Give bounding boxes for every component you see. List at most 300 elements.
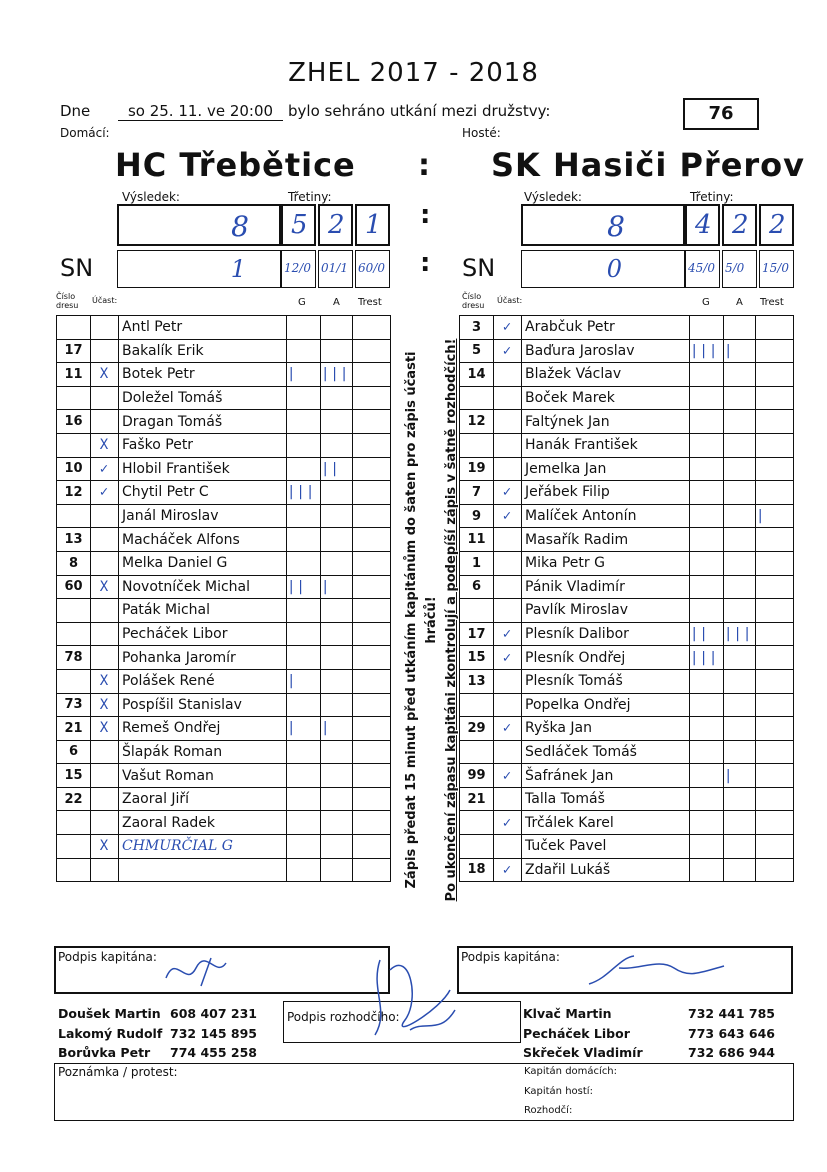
home-player-assists (321, 528, 353, 552)
away-player-participation (494, 551, 522, 575)
home-roster-row (57, 740, 391, 764)
home-result-label: Výsledek: (122, 190, 180, 204)
home-player-assists: || (321, 457, 353, 481)
home-player-jersey: 13 (57, 528, 91, 552)
home-sn-value: 1 (230, 255, 246, 283)
away-player-participation (494, 386, 522, 410)
home-player-participation (91, 528, 119, 552)
home-player-goals (287, 528, 321, 552)
away-player-participation: ✓ (494, 504, 522, 528)
contact-phone: 732 441 785 (688, 1006, 775, 1021)
home-player-name: Faško Petr (119, 433, 287, 457)
home-player-assists (321, 669, 353, 693)
home-player-participation (91, 787, 119, 811)
home-player-jersey: 15 (57, 764, 91, 788)
away-col-a: A (736, 297, 743, 308)
away-player-penalty (756, 316, 794, 340)
away-player-jersey: 1 (460, 551, 494, 575)
home-player-name: Bakalík Erik (119, 339, 287, 363)
home-player-goals (287, 622, 321, 646)
away-player-jersey: 29 (460, 717, 494, 741)
away-player-participation: ✓ (494, 717, 522, 741)
away-player-participation (494, 433, 522, 457)
away-player-assists (724, 551, 756, 575)
home-player-assists (321, 316, 353, 340)
home-roster-row (57, 646, 391, 670)
home-player-name: Zaoral Radek (119, 811, 287, 835)
away-player-goals (690, 481, 724, 505)
away-player-jersey: 19 (460, 457, 494, 481)
home-roster-row (57, 457, 391, 481)
home-col-jersey: Číslo dresu (56, 292, 79, 310)
away-player-assists (724, 457, 756, 481)
home-player-goals (287, 811, 321, 835)
away-roster-row (460, 858, 794, 882)
contact-name: Pecháček Libor (523, 1025, 630, 1041)
home-player-name: Pospíšil Stanislav (119, 693, 287, 717)
home-player-penalty (353, 740, 391, 764)
home-player-penalty (353, 693, 391, 717)
home-player-goals (287, 386, 321, 410)
away-roster-row (460, 646, 794, 670)
home-player-participation (91, 646, 119, 670)
home-roster-row (57, 764, 391, 788)
home-player-goals: ||| (287, 481, 321, 505)
away-roster-row (460, 717, 794, 741)
home-roster-row (57, 622, 391, 646)
home-player-goals: | (287, 717, 321, 741)
contact-phone: 732 145 895 (170, 1025, 257, 1041)
away-sn-box (521, 250, 685, 288)
away-team-name: SK Hasiči Přerov (491, 146, 806, 184)
away-player-jersey: 14 (460, 363, 494, 387)
away-player-assists (724, 787, 756, 811)
home-player-assists (321, 410, 353, 434)
away-player-jersey: 5 (460, 339, 494, 363)
home-captain-signature-icon (156, 948, 276, 992)
match-number: 76 (683, 98, 759, 130)
form-title: ZHEL 2017 - 2018 (288, 58, 539, 88)
home-player-goals: | (287, 669, 321, 693)
contact-row (58, 1024, 257, 1044)
home-player-jersey: 11 (57, 363, 91, 387)
home-sn-box (117, 250, 281, 288)
away-player-goals (690, 433, 724, 457)
referee-footer: Rozhodčí: (524, 1105, 573, 1116)
home-player-participation (91, 764, 119, 788)
away-player-assists (724, 410, 756, 434)
away-captain-signature-label: Podpis kapitána: (461, 950, 560, 964)
home-player-name: Vašut Roman (119, 764, 287, 788)
away-player-goals (690, 363, 724, 387)
home-player-penalty (353, 575, 391, 599)
home-col-trest: Trest (358, 297, 382, 308)
home-player-name: Hlobil František (119, 457, 287, 481)
away-player-name: Boček Marek (522, 386, 690, 410)
home-player-name: Janál Miroslav (119, 504, 287, 528)
home-player-assists: | (321, 575, 353, 599)
away-player-participation (494, 740, 522, 764)
home-player-participation (91, 339, 119, 363)
contacts-left (58, 1004, 257, 1063)
home-player-name: Paták Michal (119, 599, 287, 623)
home-player-participation: X (91, 693, 119, 717)
away-player-participation (494, 528, 522, 552)
away-player-penalty (756, 528, 794, 552)
home-player-penalty (353, 551, 391, 575)
away-player-assists (724, 433, 756, 457)
contact-name: Doušek Martin (58, 1006, 161, 1021)
away-player-name: Plesník Tomáš (522, 669, 690, 693)
home-player-goals (287, 410, 321, 434)
home-roster-row (57, 528, 391, 552)
contact-name: Lakomý Rudolf (58, 1025, 163, 1041)
away-sn-label: SN (462, 254, 496, 282)
home-player-participation: X (91, 433, 119, 457)
home-player-assists (321, 858, 353, 882)
away-captain-footer: Kapitán hostí: (524, 1086, 593, 1097)
away-period-3: 2 (759, 204, 794, 246)
home-player-goals (287, 764, 321, 788)
away-player-jersey (460, 835, 494, 859)
away-player-assists (724, 669, 756, 693)
away-player-assists (724, 504, 756, 528)
home-player-jersey (57, 386, 91, 410)
away-roster-row (460, 339, 794, 363)
away-roster-row (460, 481, 794, 505)
home-player-jersey (57, 622, 91, 646)
away-player-name: Zdařil Lukáš (522, 858, 690, 882)
home-player-name (119, 858, 287, 882)
home-player-jersey: 21 (57, 717, 91, 741)
home-player-participation: ✓ (91, 481, 119, 505)
away-player-jersey: 7 (460, 481, 494, 505)
home-roster-row (57, 481, 391, 505)
away-player-name: Faltýnek Jan (522, 410, 690, 434)
home-player-participation: X (91, 363, 119, 387)
home-player-assists (321, 386, 353, 410)
home-player-jersey (57, 316, 91, 340)
home-player-goals (287, 339, 321, 363)
away-roster-table (459, 315, 794, 882)
away-roster-row (460, 693, 794, 717)
away-player-assists: | (724, 339, 756, 363)
home-period-1: 5 (281, 204, 316, 246)
home-player-jersey: 17 (57, 339, 91, 363)
away-player-name: Plesník Ondřej (522, 646, 690, 670)
away-player-penalty (756, 858, 794, 882)
home-roster-row (57, 835, 391, 859)
away-player-jersey: 17 (460, 622, 494, 646)
referee-signature-icon (350, 950, 470, 1050)
home-score-box (117, 204, 281, 246)
away-roster-row (460, 433, 794, 457)
note-label: Poznámka / protest: (58, 1065, 178, 1079)
away-roster-row (460, 363, 794, 387)
away-player-name: Plesník Dalibor (522, 622, 690, 646)
away-player-goals: || (690, 622, 724, 646)
match-sentence: bylo sehráno utkání mezi družstvy: (288, 102, 551, 120)
home-roster-row (57, 316, 391, 340)
away-player-goals (690, 575, 724, 599)
home-player-penalty (353, 646, 391, 670)
home-player-goals (287, 551, 321, 575)
home-period-2: 2 (318, 204, 353, 246)
home-player-assists (321, 740, 353, 764)
home-player-penalty (353, 858, 391, 882)
home-player-penalty (353, 481, 391, 505)
away-player-assists (724, 363, 756, 387)
away-player-participation (494, 669, 522, 693)
contact-phone: 732 686 944 (688, 1045, 775, 1060)
home-player-participation (91, 858, 119, 882)
home-roster-row (57, 433, 391, 457)
home-player-name: Zaoral Jiří (119, 787, 287, 811)
home-player-jersey: 8 (57, 551, 91, 575)
home-roster-row (57, 386, 391, 410)
notice-line-2: Po ukončení zápasu kapitáni zkontrolují a podepíší zápis v šatně rozhodčích! (444, 338, 459, 902)
away-player-penalty (756, 481, 794, 505)
home-player-jersey: 78 (57, 646, 91, 670)
home-label: Domácí: (60, 126, 110, 140)
home-roster-row (57, 811, 391, 835)
away-player-jersey: 13 (460, 669, 494, 693)
away-player-goals (690, 528, 724, 552)
home-roster-row (57, 599, 391, 623)
away-player-name: Jemelka Jan (522, 457, 690, 481)
home-captain-signature-box[interactable] (54, 946, 390, 994)
home-player-assists (321, 646, 353, 670)
home-player-jersey: 12 (57, 481, 91, 505)
home-player-penalty (353, 599, 391, 623)
away-player-goals (690, 787, 724, 811)
home-roster-row (57, 787, 391, 811)
home-player-jersey (57, 433, 91, 457)
away-player-participation: ✓ (494, 811, 522, 835)
away-roster-row (460, 669, 794, 693)
away-player-participation: ✓ (494, 339, 522, 363)
away-roster-row (460, 504, 794, 528)
away-captain-signature-icon (579, 948, 739, 992)
home-player-participation (91, 386, 119, 410)
away-player-name: Hanák František (522, 433, 690, 457)
away-player-assists: ||| (724, 622, 756, 646)
away-player-goals (690, 669, 724, 693)
away-player-assists: | (724, 764, 756, 788)
contact-name: Skřeček Vladimír (523, 1045, 643, 1060)
away-captain-signature-box[interactable] (457, 946, 793, 994)
home-player-goals: || (287, 575, 321, 599)
home-player-participation: X (91, 835, 119, 859)
home-player-penalty (353, 457, 391, 481)
away-roster-row (460, 622, 794, 646)
away-player-goals (690, 504, 724, 528)
away-score-box (521, 204, 685, 246)
home-player-penalty (353, 433, 391, 457)
home-player-assists (321, 551, 353, 575)
home-score: 8 (231, 210, 249, 243)
away-roster-row (460, 764, 794, 788)
away-player-goals: ||| (690, 646, 724, 670)
sn-separator: : (420, 248, 431, 278)
home-player-participation (91, 599, 119, 623)
away-player-participation (494, 835, 522, 859)
home-player-name: Pohanka Jaromír (119, 646, 287, 670)
away-player-jersey (460, 599, 494, 623)
away-label: Hosté: (462, 126, 501, 140)
home-player-name: Novotníček Michal (119, 575, 287, 599)
date-value: so 25. 11. ve 20:00 (118, 102, 283, 121)
away-period-1: 4 (685, 204, 720, 246)
home-player-penalty (353, 717, 391, 741)
away-player-penalty (756, 693, 794, 717)
away-player-participation: ✓ (494, 316, 522, 340)
home-roster-row (57, 551, 391, 575)
contact-row (58, 1004, 257, 1024)
away-player-assists (724, 528, 756, 552)
away-player-name: Trčálek Karel (522, 811, 690, 835)
home-roster-row (57, 339, 391, 363)
away-player-goals (690, 599, 724, 623)
home-player-participation (91, 316, 119, 340)
contact-phone: 774 455 258 (170, 1045, 257, 1060)
away-player-penalty (756, 363, 794, 387)
contact-name: Klvač Martin (523, 1006, 612, 1021)
home-player-penalty (353, 811, 391, 835)
home-col-g: G (298, 297, 306, 308)
home-player-jersey (57, 811, 91, 835)
home-player-assists (321, 835, 353, 859)
away-player-jersey: 15 (460, 646, 494, 670)
home-player-penalty (353, 787, 391, 811)
home-player-assists (321, 504, 353, 528)
home-roster-table (56, 315, 391, 882)
away-roster-row (460, 528, 794, 552)
away-player-jersey: 6 (460, 575, 494, 599)
result-separator: : (420, 200, 431, 230)
home-player-goals (287, 504, 321, 528)
home-player-assists (321, 481, 353, 505)
away-player-name: Tuček Pavel (522, 835, 690, 859)
home-player-penalty (353, 386, 391, 410)
away-player-goals (690, 764, 724, 788)
away-player-penalty (756, 717, 794, 741)
away-player-assists (724, 811, 756, 835)
away-player-participation: ✓ (494, 481, 522, 505)
home-player-penalty (353, 622, 391, 646)
referee-signature-label: Podpis rozhodčího: (287, 1010, 400, 1024)
home-player-participation (91, 410, 119, 434)
home-player-participation: ✓ (91, 457, 119, 481)
home-player-jersey: 10 (57, 457, 91, 481)
away-player-participation: ✓ (494, 646, 522, 670)
home-player-name: Remeš Ondřej (119, 717, 287, 741)
contact-row (523, 1043, 775, 1063)
away-player-jersey: 3 (460, 316, 494, 340)
home-player-penalty (353, 363, 391, 387)
home-sn-extra-3: 60/0 (355, 250, 390, 288)
away-player-assists (724, 316, 756, 340)
away-player-name: Blažek Václav (522, 363, 690, 387)
home-player-penalty (353, 764, 391, 788)
note-box[interactable] (54, 1063, 794, 1121)
vertical-notice (402, 335, 462, 905)
home-player-penalty (353, 669, 391, 693)
home-player-goals (287, 599, 321, 623)
away-sn-extra-1: 45/0 (685, 250, 720, 288)
away-roster-row (460, 410, 794, 434)
home-player-penalty (353, 504, 391, 528)
away-player-jersey (460, 693, 494, 717)
home-player-name: Pecháček Libor (119, 622, 287, 646)
away-player-name: Mika Petr G (522, 551, 690, 575)
notice-line-1: Zápis předat 15 minut před utkáním kapitánům do šaten pro zápis účasti hráčů! (404, 351, 439, 889)
away-player-goals (690, 316, 724, 340)
away-roster-row (460, 575, 794, 599)
away-player-penalty (756, 457, 794, 481)
home-player-goals (287, 316, 321, 340)
away-player-jersey: 21 (460, 787, 494, 811)
away-roster-row (460, 386, 794, 410)
home-player-name: Melka Daniel G (119, 551, 287, 575)
away-player-participation (494, 363, 522, 387)
away-roster-row (460, 599, 794, 623)
away-player-assists (724, 858, 756, 882)
home-periods-label: Třetiny: (288, 190, 332, 204)
away-player-assists (724, 717, 756, 741)
away-player-penalty (756, 551, 794, 575)
away-player-assists (724, 481, 756, 505)
contact-phone: 773 643 646 (688, 1025, 775, 1041)
home-player-name: Šlapák Roman (119, 740, 287, 764)
away-player-name: Sedláček Tomáš (522, 740, 690, 764)
away-player-penalty (756, 646, 794, 670)
away-player-participation: ✓ (494, 622, 522, 646)
away-sn-extra-2: 5/0 (722, 250, 757, 288)
home-player-name: Macháček Alfons (119, 528, 287, 552)
away-periods-label: Třetiny: (690, 190, 734, 204)
away-player-participation (494, 693, 522, 717)
home-player-penalty (353, 410, 391, 434)
home-player-jersey: 16 (57, 410, 91, 434)
away-col-g: G (702, 297, 710, 308)
away-player-penalty (756, 787, 794, 811)
home-player-assists (321, 811, 353, 835)
away-player-name: Masařík Radim (522, 528, 690, 552)
home-player-goals (287, 646, 321, 670)
away-player-penalty (756, 410, 794, 434)
home-sn-label: SN (60, 254, 94, 282)
home-player-goals (287, 835, 321, 859)
away-player-jersey: 11 (460, 528, 494, 552)
home-player-penalty (353, 835, 391, 859)
home-player-assists: | (321, 717, 353, 741)
contact-row (523, 1004, 775, 1024)
home-player-participation: X (91, 717, 119, 741)
away-player-assists (724, 646, 756, 670)
away-player-penalty (756, 764, 794, 788)
home-player-name: Botek Petr (119, 363, 287, 387)
away-player-penalty (756, 433, 794, 457)
away-player-jersey (460, 386, 494, 410)
away-player-assists (724, 740, 756, 764)
home-player-goals: | (287, 363, 321, 387)
away-player-goals (690, 811, 724, 835)
away-player-assists (724, 693, 756, 717)
away-player-name: Pavlík Miroslav (522, 599, 690, 623)
home-player-penalty (353, 316, 391, 340)
away-player-penalty (756, 622, 794, 646)
